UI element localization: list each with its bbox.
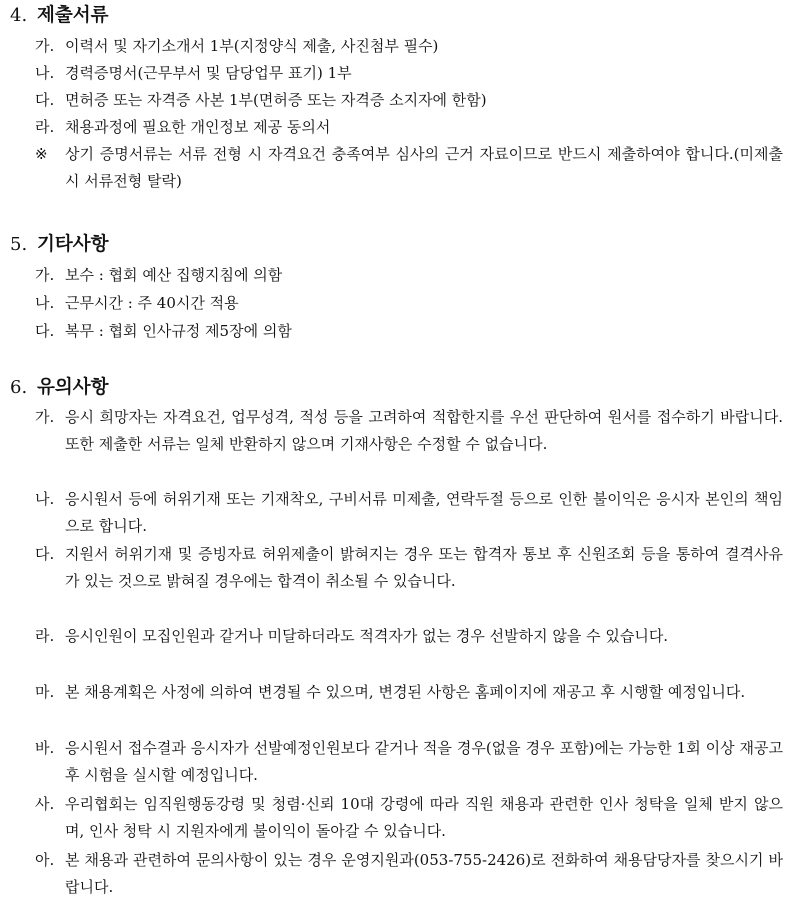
item-marker: 사. [35, 795, 55, 813]
list-item [35, 847, 783, 900]
section-title: 제출서류 [37, 5, 109, 26]
list-item [35, 33, 783, 60]
item-marker: 다. [35, 545, 55, 563]
list-item [35, 486, 783, 539]
item-marker: 마. [35, 683, 55, 701]
section-heading [10, 2, 108, 30]
item-text: 경력증명서(근무부서 및 담당업무 표기) 1부 [65, 64, 352, 82]
item-marker: 나. [35, 490, 55, 508]
section-number: 6. [10, 377, 28, 398]
item-marker: 아. [35, 851, 55, 869]
item-text: 응시인원이 모집인원과 같거나 미달하더라도 적격자가 없는 경우 선발하지 않을 수 있습니다. [65, 627, 669, 645]
list-item [35, 60, 783, 87]
note-item [35, 141, 783, 194]
item-text: 면허증 또는 자격증 사본 1부(면허증 또는 자격증 소지자에 한함) [65, 91, 487, 109]
section-title: 유의사항 [37, 377, 109, 398]
list-item [35, 791, 783, 844]
note-marker: ※ [35, 145, 48, 163]
item-marker: 가. [35, 37, 55, 55]
list-item [35, 87, 783, 114]
item-text: 채용과정에 필요한 개인정보 제공 동의서 [65, 118, 331, 136]
item-marker: 다. [35, 322, 55, 340]
item-text: 본 채용과 관련하여 문의사항이 있는 경우 운영지원과(053-755-2426)로 전화하여 채용담당자를 찾으시기 바랍니다. [65, 851, 783, 896]
list-item [35, 679, 783, 706]
item-marker: 바. [35, 739, 55, 757]
item-text: 지원서 허위기재 및 증빙자료 허위제출이 밝혀지는 경우 또는 합격자 통보 후 신원조회 등을 통하여 결격사유가 있는 것으로 밝혀질 경우에는 합격이 취소될 수 있습니다. [65, 545, 783, 590]
item-marker: 나. [35, 64, 55, 82]
item-text: 근무시간 : 주 40시간 적용 [65, 294, 239, 312]
section-number: 5. [10, 234, 28, 255]
section-heading [10, 231, 108, 259]
list-item [35, 114, 783, 141]
list-item [35, 541, 783, 594]
list-item [35, 262, 783, 289]
item-text: 상기 증명서류는 서류 전형 시 자격요건 충족여부 심사의 근거 자료이므로 반드시 제출하여야 합니다.(미제출 시 서류전형 탈락) [65, 145, 783, 190]
item-text: 본 채용계획은 사정에 의하여 변경될 수 있으며, 변경된 사항은 홈페이지에 재공고 후 시행할 예정입니다. [65, 683, 746, 701]
item-text: 응시 희망자는 자격요건, 업무성격, 적성 등을 고려하여 적합한지를 우선 판단하여 원서를 접수하기 바랍니다. 또한 제출한 서류는 일체 반환하지 않으며 기재사항은 수정할 수 없습니다. [65, 408, 783, 453]
item-marker: 가. [35, 266, 55, 284]
item-text: 복무 : 협회 인사규정 제5장에 의함 [65, 322, 292, 340]
item-marker: 라. [35, 627, 55, 645]
item-text: 이력서 및 자기소개서 1부(지정양식 제출, 사진첨부 필수) [65, 37, 439, 55]
item-marker: 다. [35, 91, 55, 109]
section-heading [10, 374, 108, 402]
list-item [35, 318, 783, 345]
item-text: 응시원서 접수결과 응시자가 선발예정인원보다 같거나 적을 경우(없을 경우 포함)에는 가능한 1회 이상 재공고 후 시험을 실시할 예정입니다. [65, 739, 783, 784]
section-number: 4. [10, 5, 28, 26]
item-marker: 나. [35, 294, 55, 312]
section-title: 기타사항 [37, 234, 109, 255]
item-text: 보수 : 협회 예산 집행지침에 의함 [65, 266, 283, 284]
list-item [35, 735, 783, 788]
item-text: 우리협회는 임직원행동강령 및 청렴·신뢰 10대 강령에 따라 직원 채용과 관련한 인사 청탁을 일체 받지 않으며, 인사 청탁 시 지원자에게 불이익이 돌아갈 수 있습니다. [65, 795, 783, 840]
list-item [35, 404, 783, 457]
list-item [35, 623, 783, 650]
list-item [35, 290, 783, 317]
item-marker: 가. [35, 408, 55, 426]
item-text: 응시원서 등에 허위기재 또는 기재착오, 구비서류 미제출, 연락두절 등으로 인한 불이익은 응시자 본인의 책임으로 합니다. [65, 490, 783, 535]
item-marker: 라. [35, 118, 55, 136]
